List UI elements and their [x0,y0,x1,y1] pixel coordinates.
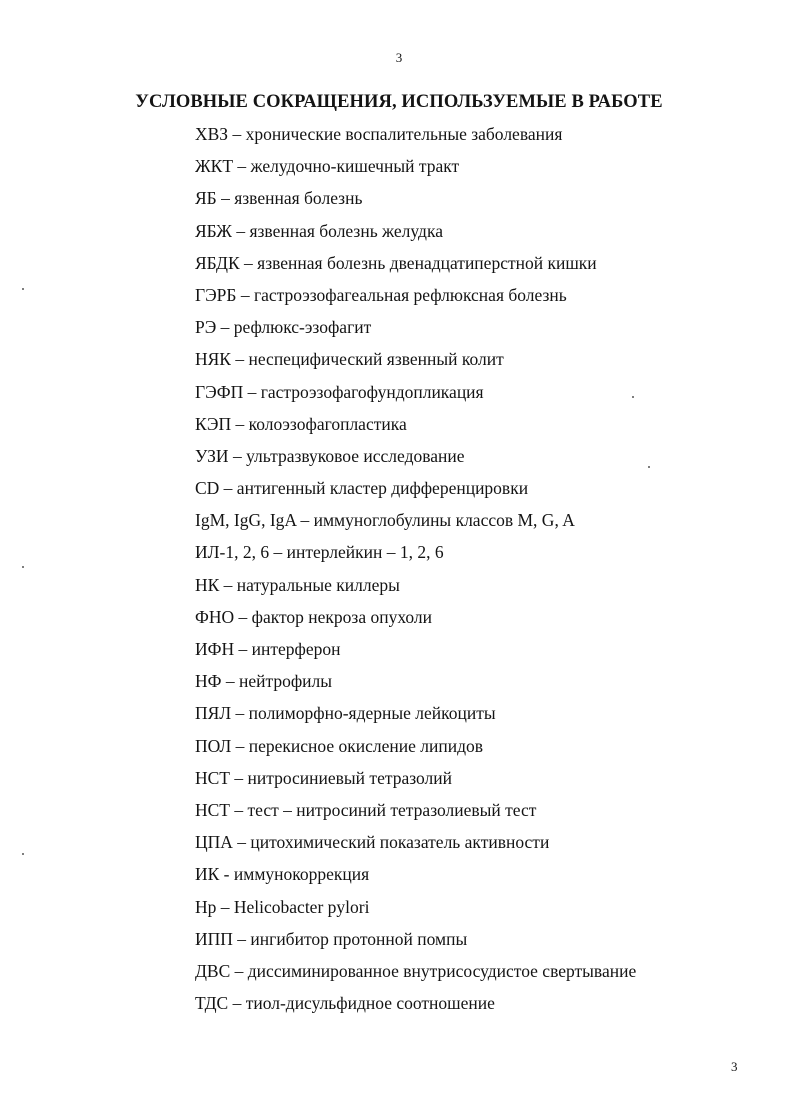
list-item: НФ – нейтрофилы [195,671,333,692]
list-item: CD – антигенный кластер дифференцировки [195,478,529,499]
list-item: НК – натуральные киллеры [195,574,400,595]
list-item: УЗИ – ультразвуковое исследование [195,445,465,466]
list-item: ГЭРБ – гастроэзофагеальная рефлюксная болезнь [195,284,567,305]
list-item: ЯБЖ – язвенная болезнь желудка [195,220,443,241]
list-item: ИК - иммунокоррекция [195,864,370,885]
scan-speck [22,566,24,568]
scan-speck [632,396,634,398]
list-item: ЦПА – цитохимический показатель активности [195,832,550,853]
scan-speck [22,853,24,855]
list-item: ЖКТ – желудочно-кишечный тракт [195,156,460,177]
list-item: ХВЗ – хронические воспалительные заболевания [195,124,563,144]
list-item: ИПП – ингибитор протонной помпы [195,928,468,949]
list-item: НСТ – нитросиниевый тетразолий [195,767,453,788]
list-item: IgM, IgG, IgA – иммуноглобулины классов M, G, A [195,510,575,531]
list-item: Hp – Helicobacter pylori [195,896,370,917]
list-item: ПЯЛ – полиморфно-ядерные лейкоциты [195,703,496,724]
list-item: РЭ – рефлюкс-эзофагит [195,317,372,338]
scan-speck [648,466,650,468]
list-item: ДВС – диссиминированное внутрисосудистое свертывание [195,960,637,981]
list-item: ПОЛ – перекисное окисление липидов [195,735,484,756]
list-item: ФНО – фактор некроза опухоли [195,606,433,627]
abbreviation-list [195,122,636,1023]
list-item: КЭП – колоэзофагопластика [195,413,407,434]
list-item: НСТ – тест – нитросиний тетразолиевый тест [195,799,537,820]
page-number-bottom: 3 [731,1059,738,1074]
list-item: ЯБ – язвенная болезнь [195,188,363,209]
page-title: УСЛОВНЫЕ СОКРАЩЕНИЯ, ИСПОЛЬЗУЕМЫЕ В РАБОТЕ [135,92,663,112]
list-item: ЯБДК – язвенная болезнь двенадцатиперстной кишки [195,252,597,273]
scan-speck [22,288,24,290]
page-number-top: 3 [395,50,403,65]
list-item: НЯК – неспецифический язвенный колит [195,349,504,370]
list-item: ТДС – тиол-дисульфидное соотношение [195,993,495,1014]
list-item: ГЭФП – гастроэзофагофундопликация [195,381,484,402]
list-item: ИФН – интерферон [195,639,341,659]
list-item: ИЛ-1, 2, 6 – интерлейкин – 1, 2, 6 [195,542,444,563]
